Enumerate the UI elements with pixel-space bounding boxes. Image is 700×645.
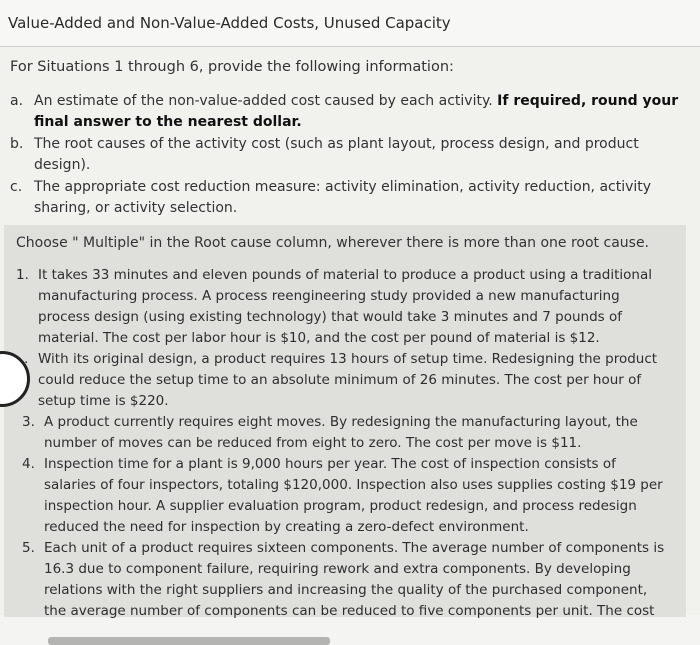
problem-content bbox=[0, 47, 700, 619]
intro-text: For Situations 1 through 6, provide the following information: bbox=[10, 59, 454, 75]
situation-text: A product currently requires eight moves. By redesigning the manufacturing layout, the number of moves can be reduced from eight to zero. The cost per move is $11. bbox=[44, 414, 638, 451]
situation-number: 5. bbox=[22, 540, 35, 556]
info-item-marker: b. bbox=[10, 136, 24, 152]
rounding-note: If required, round your final answer to the nearest dollar. bbox=[34, 93, 679, 130]
situation-text: It takes 33 minutes and eleven pounds of material to produce a product using a traditional manufacturing process. A process reengineering study provided a new manufacturing process design (using existing technology) that would take 3 minutes and 7 pounds of material. The cost per labor hour is $10, and the cost per pound of material is $12. bbox=[38, 267, 652, 346]
situation-number: 1. bbox=[16, 267, 29, 283]
situation-text: With its original design, a product requires 13 hours of setup time. Redesigning the product could reduce the setup time to an absolute minimum of 26 minutes. The cost per hour of setup time is $220. bbox=[38, 351, 658, 409]
info-item-text: The root causes of the activity cost (such as plant layout, process design, and product design). bbox=[34, 136, 639, 173]
situation-number: 3. bbox=[22, 414, 35, 430]
info-item-marker: c. bbox=[10, 179, 23, 195]
situation-text: Inspection time for a plant is 9,000 hours per year. The cost of inspection consists of salaries of four inspectors, totaling $120,000. Inspection also uses supplies costing $19 per inspection hour. A supplier evaluation program, product redesign, and process redesign reduced the need for inspection by creating a zero-defect environment. bbox=[44, 456, 663, 535]
ink-smudge bbox=[48, 637, 330, 645]
situation-number: . bbox=[24, 351, 29, 367]
situation-text: Each unit of a product requires sixteen components. The average number of components is 16.3 due to component failure, requiring rework and extra components. By developing relations with the right suppliers and increasing the quality of the purchased component, the average number of components can be reduced to five components per unit. The cost bbox=[44, 540, 665, 619]
page-title: Value-Added and Non-Value-Added Costs, Unused Capacity bbox=[8, 14, 451, 32]
info-item-body bbox=[34, 91, 682, 133]
situations-panel bbox=[4, 225, 686, 617]
info-item-text: An estimate of the non-value-added cost caused by each activity. bbox=[34, 93, 493, 109]
info-item-marker: a. bbox=[10, 93, 24, 109]
title-bar bbox=[0, 0, 700, 47]
instruction-text: Choose " Multiple" in the Root cause column, wherever there is more than one root cause. bbox=[16, 235, 650, 251]
situation-number: 4. bbox=[22, 456, 35, 472]
info-item-text: The appropriate cost reduction measure: activity elimination, activity reduction, activity sharing, or activity selection. bbox=[34, 179, 652, 216]
